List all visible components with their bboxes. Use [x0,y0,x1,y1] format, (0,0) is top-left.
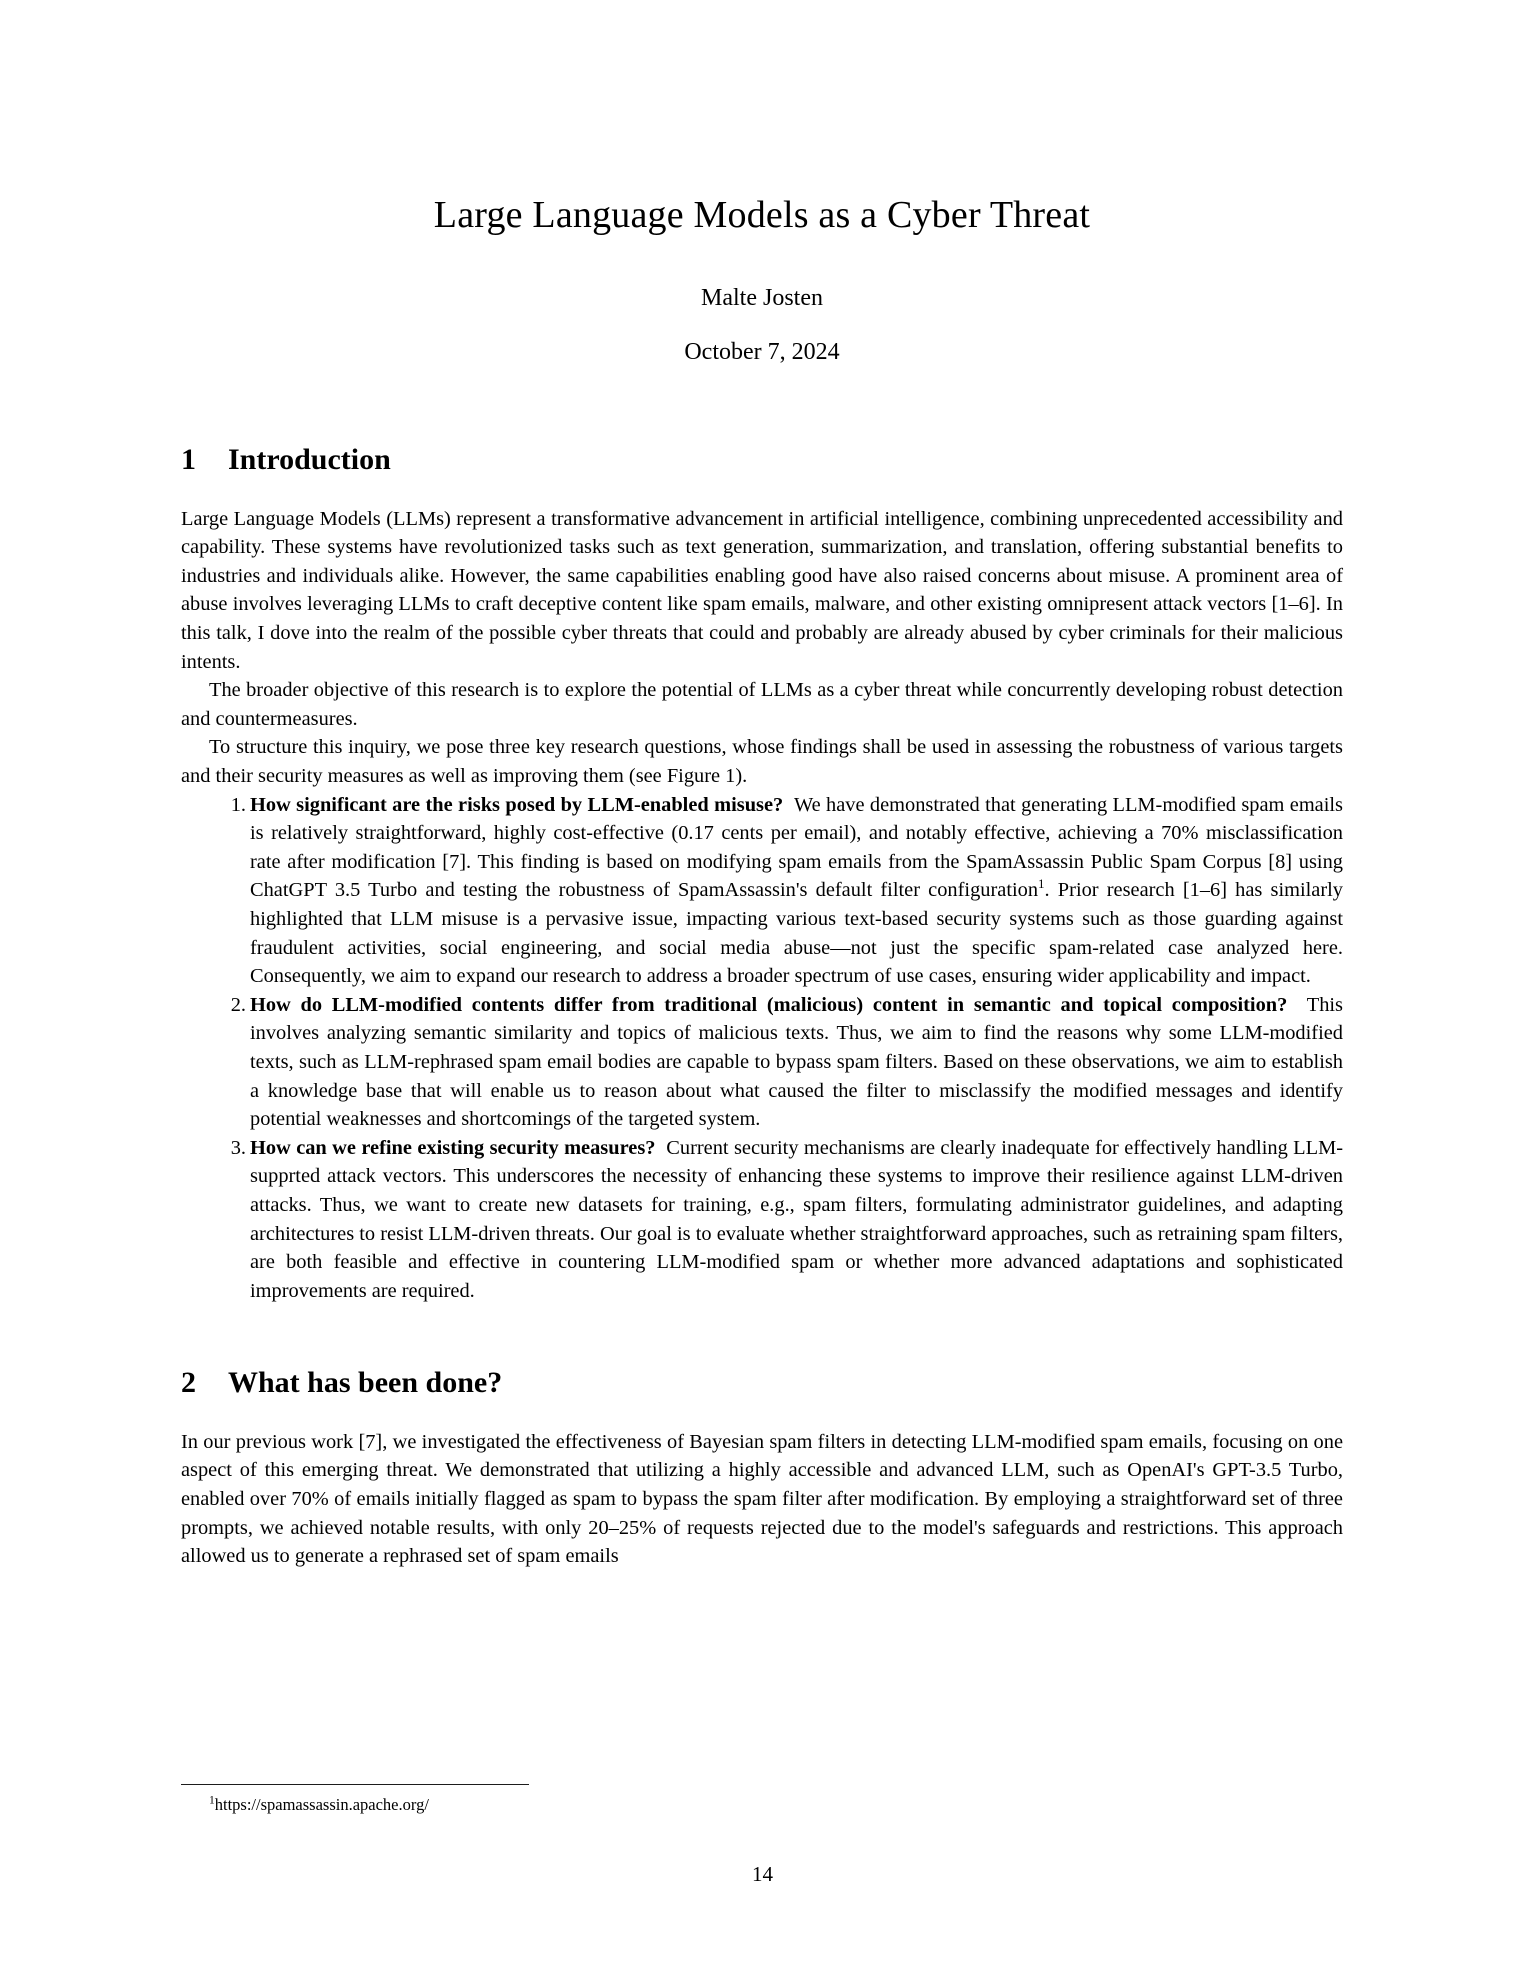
section-number: 2 [181,1366,196,1400]
footnote-area [181,1784,1343,1816]
list-item [181,991,1343,1134]
research-questions-list [181,791,1343,1306]
section-title: Introduction [228,443,391,477]
section-number: 1 [181,443,196,477]
title-block [181,0,1343,367]
paragraph: The broader objective of this research is to explore the potential of LLMs as a cyber threat while concurrently developing robust detection and countermeasures. [181,679,1343,730]
list-marker: 1. [230,793,246,816]
author-name: Malte Josten [701,284,823,311]
page-content [181,0,1343,1571]
page-title: Large Language Models as a Cyber Threat [433,194,1091,236]
question-body-part-1: We have demonstrated that generating LLM-modified spam emails is relatively straightforward, highly cost-effective (0.17 cents per email), and notably effective, achieving a 70% misclassification rate after modification [7]. This finding is based on modifying spam emails from the SpamAssassin Public Spam Corpus [8] using ChatGPT 3.5 Turbo and testing the robustness of SpamAssassin's default filter configuration [250,793,1343,902]
page-number: 14 [752,1862,773,1886]
list-marker: 3. [230,1136,246,1159]
footnote-reference[interactable]: 1 [1038,876,1045,892]
question-body-part-1: This involves analyzing semantic similarity and topics of malicious texts. Thus, we aim to find the reasons why some LLM-modified texts, such as LLM-rephrased spam email bodies are capable to bypass spam filters. Based on these observations, we aim to establish a knowledge base that will enable us to reason about what caused the filter to misclassify the modified messages and identify potential weaknesses and shortcomings of the targeted system. [250,993,1343,1131]
footnote-url[interactable]: https://spamassassin.apache.org/ [214,1795,429,1814]
paragraph: In our previous work [7], we investigated the effectiveness of Bayesian spam filters in detecting LLM-modified spam emails, focusing on one aspect of this emerging threat. We demonstrated that utilizing a highly accessible and advanced LLM, such as OpenAI's GPT-3.5 Turbo, enabled over 70% of emails initially flagged as spam to bypass the spam filter after modification. By employing a straightforward set of three prompts, we achieved notable results, with only 20–25% of requests rejected due to the model's safeguards and restrictions. This approach allowed us to generate a rephrased set of spam emails [181,1430,1343,1568]
question-title: How can we refine existing security measures? [250,1136,656,1159]
question-body-part-2: . Prior research [1–6] has similarly highlighted that LLM misuse is a pervasive issue, impacting various text-based security systems such as those guarding against fraudulent activities, social engineering, and social media abuse—not just the specific spam-related case analyzed here. Consequently, we aim to expand our research to address a broader spectrum of use cases, ensuring wider applicability and impact. [250,879,1344,988]
list-item [181,1134,1343,1306]
publication-date: October 7, 2024 [684,339,840,366]
footnote-marker: 1 [209,1794,215,1807]
question-title: How do LLM-modified contents differ from traditional (malicious) content in semantic and topical composition? [250,993,1288,1016]
paragraph: Large Language Models (LLMs) represent a transformative advancement in artificial intelligence, combining unprecedented accessibility and capability. These systems have revolutionized tasks such as text generation, summarization, and translation, offering substantial benefits to industries and individuals alike. However, the same capabilities enabling good have also raised concerns about misuse. A prominent area of abuse involves leveraging LLMs to craft deceptive content like spam emails, malware, and other existing omnipresent attack vectors [1–6]. In this talk, I dove into the realm of the possible cyber threats that could and probably are already abused by cyber criminals for their malicious intents. [181,507,1343,673]
list-marker: 2. [230,993,246,1016]
section-heading-introduction [181,367,1343,479]
question-title: How significant are the risks posed by LLM-enabled misuse? [250,793,784,816]
question-body-part-1: Current security mechanisms are clearly inadequate for effectively handling LLM-supprted attack vectors. This underscores the necessity of enhancing these systems to improve their resilience against LLM-driven attacks. Thus, we want to create new datasets for training, e.g., spam filters, formulating administrator guidelines, and adapting architectures to resist LLM-driven threats. Our goal is to evaluate whether straightforward approaches, such as retraining spam filters, are both feasible and effective in countering LLM-modified spam or whether more advanced adaptations and sophisticated improvements are required. [250,1136,1344,1302]
paragraph: To structure this inquiry, we pose three key research questions, whose findings shall be used in assessing the robustness of various targets and their security measures as well as improving them (see Figure 1). [181,736,1343,788]
list-item [181,791,1343,991]
footnote-entry [181,1785,1343,1816]
section-title: What has been done? [228,1366,503,1400]
section-heading-what-has-been-done [181,1305,1343,1402]
